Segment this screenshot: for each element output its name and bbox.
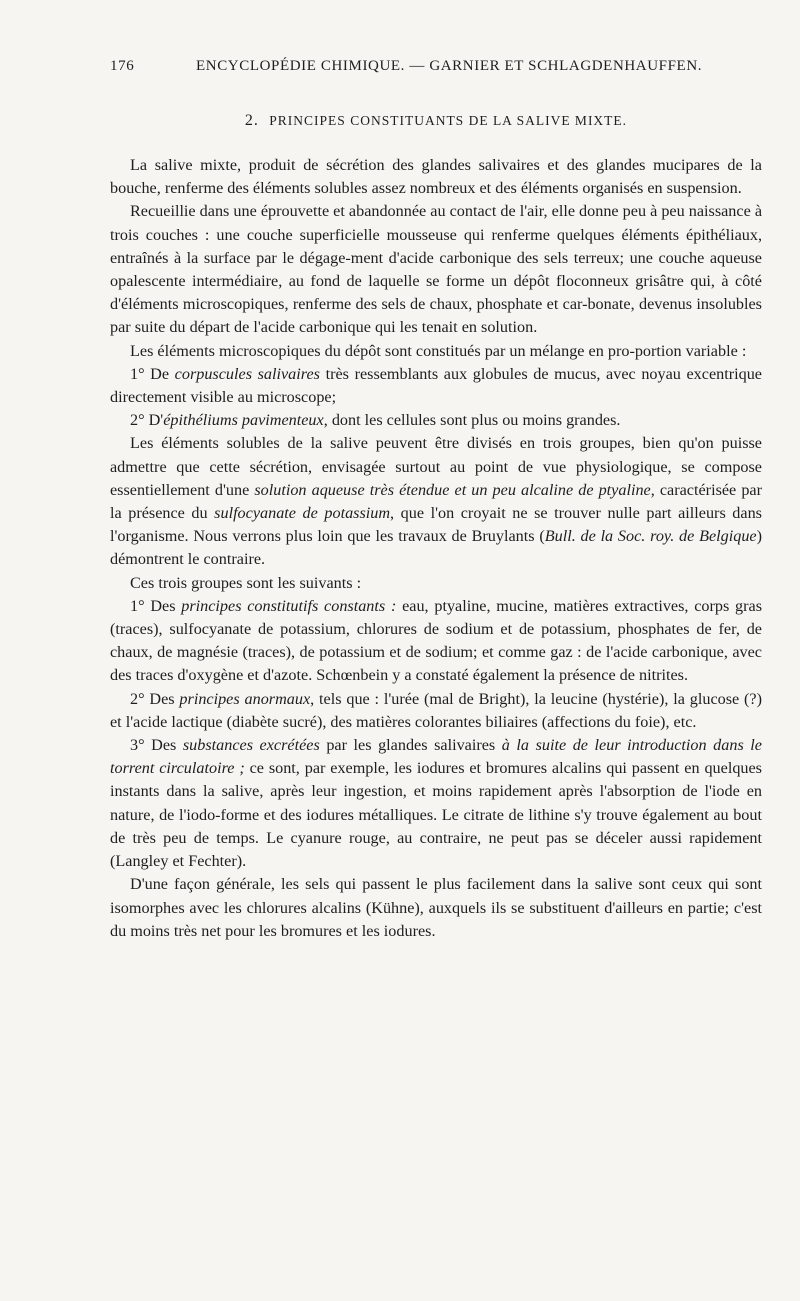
text-run: , dont les cellules sont plus ou moins grandes. [323,411,621,430]
section-title: PRINCIPES CONSTITUANTS DE LA SALIVE MIXTE. [269,113,628,128]
text-run: 2° Des [130,689,180,708]
text-run: La salive mixte, produit de sécrétion des glandes salivaires et des glandes mucipares de la bouche, renferme des éléments solubles assez nombreux et des éléments organisés en suspension. [110,156,762,198]
paragraph [110,363,762,409]
text-run: 2° D' [130,411,164,430]
text-run: eau, ptyaline, mucine, matières extractives, corps gras (traces), sulfocyanate de potassium, chlorures de sodium et de potassium, phosphates de fer, de chaux, de magnésie (traces), de potassium et de sodium; et comme gaz : de l'acide carbonique, avec des traces d'oxygène et d'azote. Schœnbein y a constaté également la présence de nitrites. [110,596,762,685]
section-number: 2. [244,112,259,129]
text-run: Les éléments microscopiques du dépôt sont constitués par un mélange en pro-portion variable : [130,341,747,360]
paragraph [110,432,762,571]
text-run: 1° Des [130,596,182,615]
running-header [110,58,762,86]
text-run: Ces trois groupes sont les suivants : [130,573,362,592]
text-run: , caractérisée par la présence du [110,480,762,523]
page-number: 176 [110,58,135,74]
italic-text: principes constitutifs constants : [181,596,397,615]
italic-text: principes anormaux [179,689,311,708]
text-run: 3° Des [130,736,183,755]
paragraph [110,873,762,943]
text-run: ce sont, par exemple, les iodures et bromures alcalins qui passent en quelques instants dans la salive, après leur ingestion, et moins rapidement après l'absorption de l'iode en nature, de l'iodo-forme et des iodures métalliques. Le citrate de lithine s'y trouve également au bout de très peu de temps. Le cyanure rouge, au contraire, ne peut pas se déceler aussi rapidement (Langley et Fechter). [110,759,762,871]
italic-text: Bull. de la Soc. roy. de Belgique [544,527,757,546]
italic-text: à la suite de leur introduction dans le torrent circulatoire ; [110,736,762,778]
paragraph [110,734,762,873]
paragraph [110,340,762,363]
italic-text: solution aqueuse très étendue et un peu alcaline de ptyaline [254,480,651,499]
italic-text: épithéliums pavimenteux [163,411,324,430]
text-run: , que l'on croyait ne se trouver nulle part ailleurs dans l'organisme. Nous verrons plus loin que les travaux de Bruylants ( [110,504,762,546]
text-run: D'une façon générale, les sels qui passent le plus facilement dans la salive sont ceux qui sont isomorphes avec les chlorures alcalins (Kühne), auxquels ils se substituent d'ailleurs en partie; c'est du moins très net pour les bromures et les iodures. [110,875,762,940]
paragraph [110,595,762,688]
italic-text: corpuscules salivaires [174,364,320,383]
body-text [110,154,762,943]
text-run: 1° De [130,364,175,383]
paragraph [110,154,762,200]
text-run: , tels que : l'urée (mal de Bright), la leucine (hystérie), la glucose (?) et l'acide lactique (diabète sucré), des matières colorantes biliaires (affections du foie), etc. [110,689,763,731]
text-run: Les éléments solubles de la salive peuvent être divisés en trois groupes, bien qu'on puisse admettre que cette sécrétion, envisagée surtout au point de vue physiologique, se compose essentiellement d'une [110,434,762,499]
text-run: Recueillie dans une éprouvette et abandonnée au contact de l'air, elle donne peu à peu naissance à trois couches : une couche superficielle mousseuse qui renferme quelques éléments épithéliaux, entraînés à la surface par le dégage-ment d'acide carbonique des sels terreux; une couche aqueuse opalescente intermédiaire, au fond de laquelle se forme un dépôt floconneux grisâtre qui, à côté d'éléments microscopiques, renferme des sels de chaux, phosphate et car-bonate, devenus insolubles par suite du départ de l'acide carbonique qui les tenait en solution. [110,202,762,337]
paragraph [110,409,762,432]
paragraph [110,200,762,339]
paragraph [110,688,762,734]
italic-text: substances excrétées [182,736,320,755]
paragraph [110,572,762,595]
text-run: par les glandes salivaires [319,736,502,755]
italic-text: sulfocyanate de potassium [214,504,391,523]
section-heading [110,112,762,138]
running-title: ENCYCLOPÉDIE CHIMIQUE. — GARNIER ET SCHLAGDENHAUFFEN. [196,58,703,74]
text-run: ) démontrent le contraire. [110,527,762,569]
text-run: très ressemblants aux globules de mucus, avec noyau excentrique directement visible au microscope; [110,364,762,407]
